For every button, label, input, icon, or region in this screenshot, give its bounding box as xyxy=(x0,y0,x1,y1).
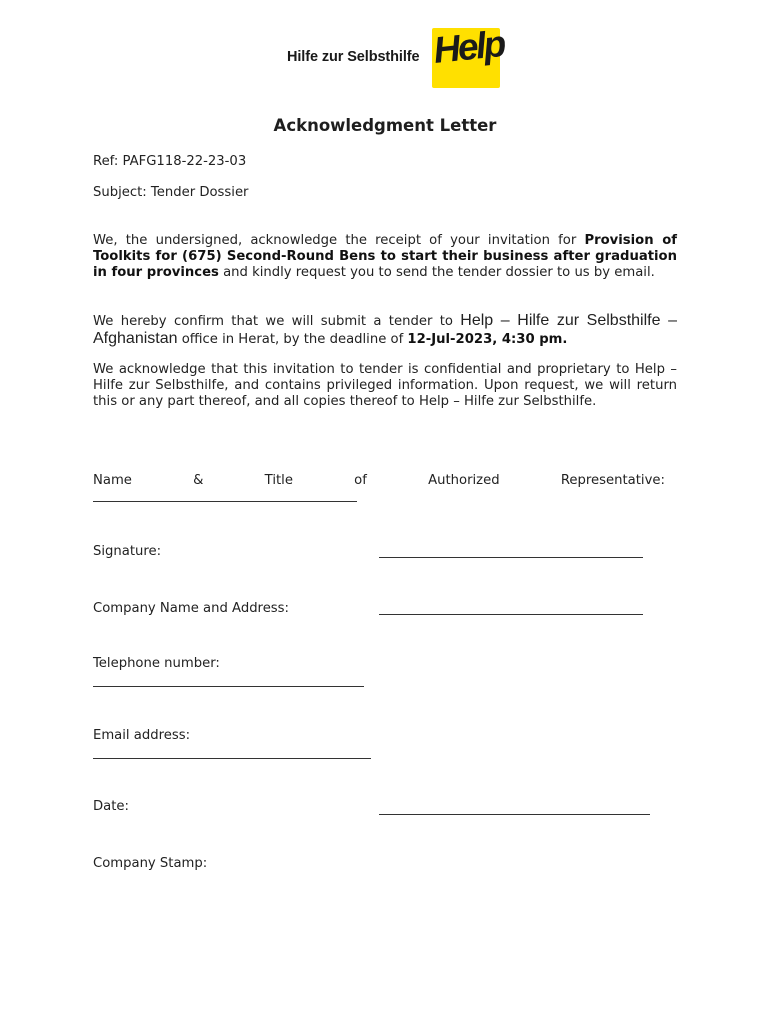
paragraph-confirm-intro: We hereby confirm that we will submit a tender to xyxy=(93,314,461,329)
help-logo-text: Help xyxy=(431,22,506,72)
company-label: Company Name and Address: xyxy=(93,601,289,616)
paragraph-receipt xyxy=(93,233,677,281)
company-stamp-label: Company Stamp: xyxy=(93,856,208,871)
paragraph-confirm xyxy=(93,312,677,348)
date-label: Date: xyxy=(93,799,129,814)
tender-description: Provision of Toolkits for (675) Second-Round Bens to start their business after graduation in four provinces xyxy=(93,233,677,280)
of-word: of xyxy=(354,473,367,488)
company-field[interactable] xyxy=(379,614,643,615)
telephone-field[interactable] xyxy=(93,686,364,687)
reference-number: Ref: PAFG118-22-23-03 xyxy=(93,154,247,169)
name-word: Name xyxy=(93,473,132,488)
subject-line: Subject: Tender Dossier xyxy=(93,185,249,200)
authorized-word: Authorized xyxy=(428,473,500,488)
signature-label: Signature: xyxy=(93,544,162,559)
paragraph-confirm-mid: office in Herat, by the deadline of xyxy=(177,332,408,347)
title-word: Title xyxy=(264,473,293,488)
paragraph-confidential: We acknowledge that this invitation to tender is confidential and proprietary to Help – Hilfe zur Selbsthilfe, and contains privileged information. Upon request, we will return this or any part thereof, and all copies thereof to Help – Hilfe zur Selbsthilfe. xyxy=(93,362,677,409)
email-label: Email address: xyxy=(93,728,191,743)
deadline: 12-Jul-2023, 4:30 pm. xyxy=(407,332,568,347)
org-name: Hilfe zur Selbsthilfe xyxy=(287,49,420,65)
name-title-field[interactable] xyxy=(93,501,357,502)
paragraph-receipt-intro: We, the undersigned, acknowledge the receipt of your invitation for xyxy=(93,233,585,248)
telephone-label: Telephone number: xyxy=(93,656,220,671)
date-field[interactable] xyxy=(379,814,650,815)
email-field[interactable] xyxy=(93,758,371,759)
representative-word: Representative: xyxy=(560,473,665,488)
organization-name: Help – Hilfe zur Selbsthilfe – Afghanistan xyxy=(93,312,677,347)
page-title: Acknowledgment Letter xyxy=(273,116,497,135)
signature-field[interactable] xyxy=(379,557,643,558)
ampersand-word: & xyxy=(193,473,204,488)
name-title-label xyxy=(93,473,665,488)
paragraph-receipt-closing: and kindly request you to send the tender dossier to us by email. xyxy=(218,265,655,280)
